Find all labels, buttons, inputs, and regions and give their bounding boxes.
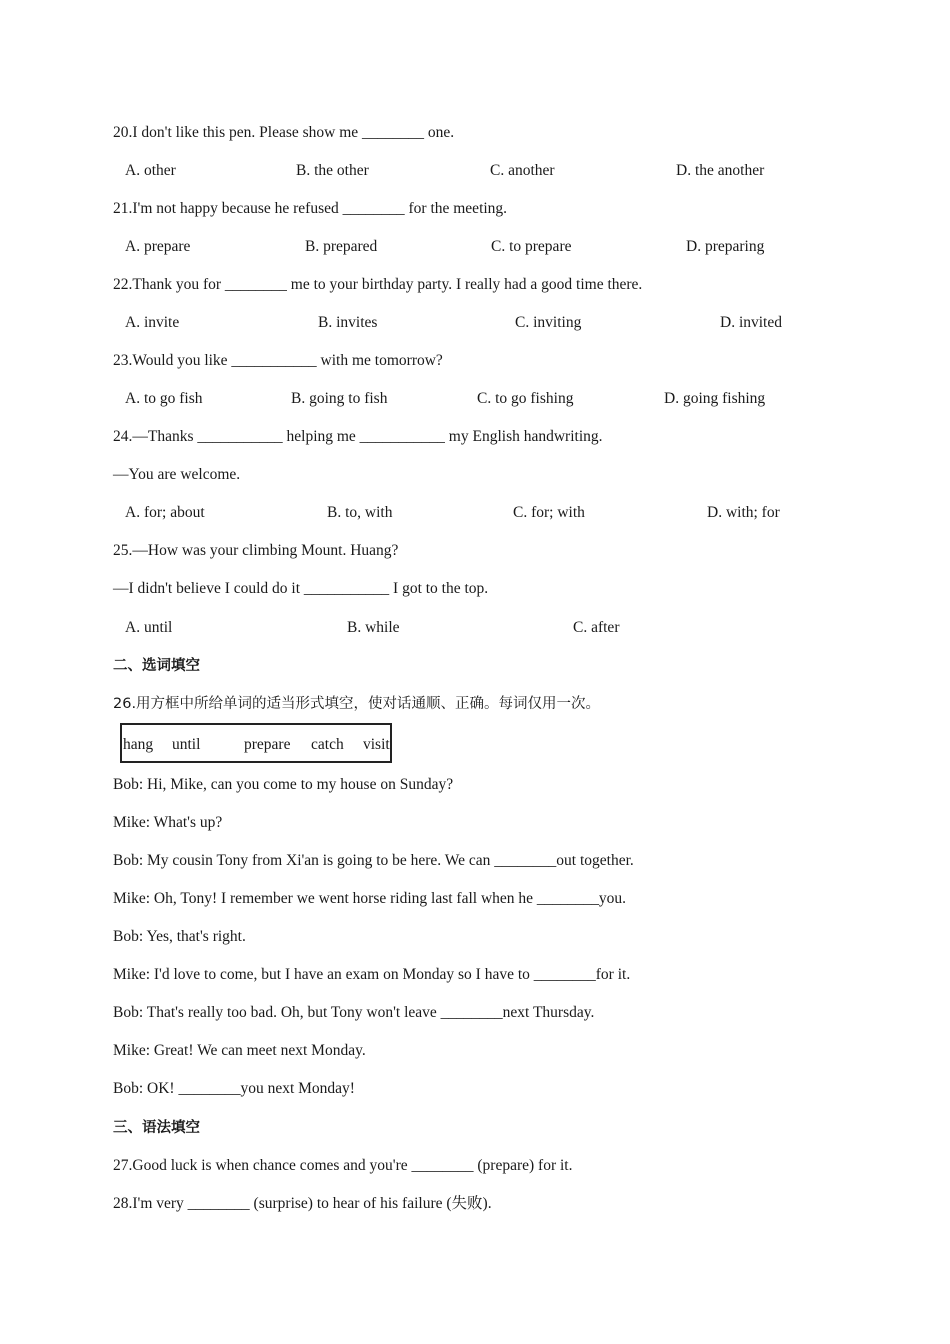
- question-22-option-d: D. invited: [720, 314, 782, 331]
- dialogue-line: Mike: Oh, Tony! I remember we went horse riding last fall when he ________you.: [113, 890, 627, 907]
- question-23-option-c: C. to go fishing: [477, 390, 574, 407]
- question-21-option-a: A. prepare: [125, 238, 191, 255]
- question-24-reply: —You are welcome.: [113, 466, 241, 483]
- dialogue-line: Bob: My cousin Tony from Xi'an is going to be here. We can ________out together.: [113, 852, 634, 869]
- question-20-option-a: A. other: [125, 162, 176, 179]
- question-22-stem: 22.Thank you for ________ me to your birthday party. I really had a good time there.: [113, 276, 643, 293]
- question-22-option-b: B. invites: [318, 314, 378, 331]
- question-20-option-d: D. the another: [676, 162, 765, 179]
- section-2-heading: 二、选词填空: [113, 658, 200, 674]
- word-box-word: until: [172, 736, 201, 753]
- question-25-stem: 25.—How was your climbing Mount. Huang?: [113, 542, 399, 559]
- section-2-instruction: 26.用方框中所给单词的适当形式填空，使对话通顺、正确。每词仅用一次。: [113, 696, 601, 712]
- question-23-stem: 23.Would you like ___________ with me tomorrow?: [113, 352, 443, 369]
- question-25-option-a: A. until: [125, 619, 173, 636]
- question-24-option-b: B. to, with: [327, 504, 393, 521]
- question-25-reply: —I didn't believe I could do it ___________ I got to the top.: [113, 580, 489, 597]
- question-25-option-c: C. after: [573, 619, 620, 636]
- question-23-option-d: D. going fishing: [664, 390, 766, 407]
- dialogue-line: Bob: That's really too bad. Oh, but Tony won't leave ________next Thursday.: [113, 1004, 595, 1021]
- question-23-option-a: A. to go fish: [125, 390, 203, 407]
- question-28-stem: 28.I'm very ________ (surprise) to hear of his failure (失败).: [113, 1195, 492, 1212]
- question-20-stem: 20.I don't like this pen. Please show me ________ one.: [113, 124, 455, 141]
- question-21-option-c: C. to prepare: [491, 238, 572, 255]
- word-box-word: prepare: [244, 736, 291, 753]
- dialogue-line: Mike: I'd love to come, but I have an exam on Monday so I have to ________for it.: [113, 966, 631, 983]
- question-27-stem: 27.Good luck is when chance comes and you're ________ (prepare) for it.: [113, 1157, 573, 1174]
- question-22-option-c: C. inviting: [515, 314, 582, 331]
- dialogue-line: Bob: Yes, that's right.: [113, 928, 246, 945]
- question-23-option-b: B. going to fish: [291, 390, 388, 407]
- question-21-option-b: B. prepared: [305, 238, 378, 255]
- section-3-heading: 三、语法填空: [113, 1120, 200, 1136]
- question-24-option-c: C. for; with: [513, 504, 585, 521]
- question-21-stem: 21.I'm not happy because he refused ________ for the meeting.: [113, 200, 508, 217]
- question-21-option-d: D. preparing: [686, 238, 765, 255]
- dialogue-line: Mike: What's up?: [113, 814, 223, 831]
- word-box: [120, 723, 392, 763]
- dialogue-line: Mike: Great! We can meet next Monday.: [113, 1042, 366, 1059]
- question-24-stem: 24.—Thanks ___________ helping me ___________ my English handwriting.: [113, 428, 603, 445]
- question-24-option-a: A. for; about: [125, 504, 205, 521]
- word-box-word: visit: [363, 736, 390, 753]
- question-20-option-b: B. the other: [296, 162, 369, 179]
- word-box-word: catch: [311, 736, 344, 753]
- question-24-option-d: D. with; for: [707, 504, 780, 521]
- question-20-option-c: C. another: [490, 162, 555, 179]
- question-25-option-b: B. while: [347, 619, 400, 636]
- dialogue-line: Bob: OK! ________you next Monday!: [113, 1080, 355, 1097]
- question-22-option-a: A. invite: [125, 314, 180, 331]
- word-box-word: hang: [123, 736, 154, 753]
- dialogue-line: Bob: Hi, Mike, can you come to my house on Sunday?: [113, 776, 454, 793]
